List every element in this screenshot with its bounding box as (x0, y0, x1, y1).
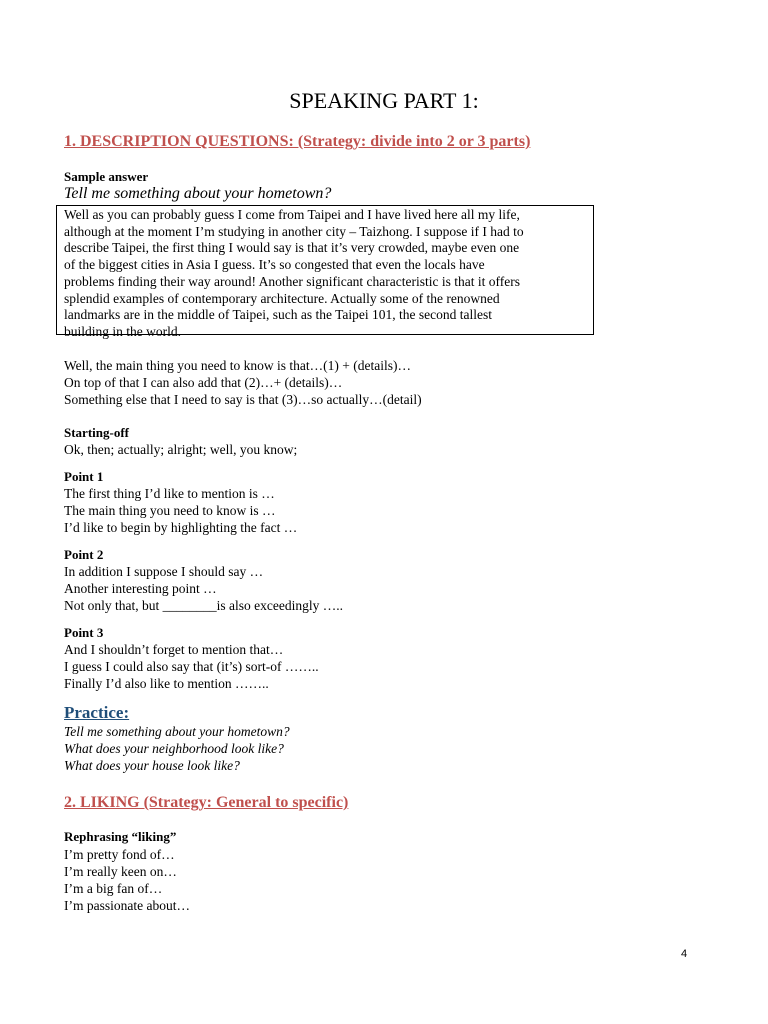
section-heading-liking: 2. LIKING (Strategy: General to specific) (64, 794, 349, 811)
phrase-line: I’m really keen on… (64, 864, 177, 879)
phrase-line: The first thing I’d like to mention is … (64, 486, 275, 501)
phrase-line: I’m passionate about… (64, 898, 190, 913)
point1-label: Point 1 (64, 469, 104, 484)
structure-template (64, 357, 422, 408)
point1-phrases (64, 485, 297, 536)
practice-question: What does your neighborhood look like? (64, 741, 284, 756)
page-number: 4 (681, 948, 688, 960)
structure-line: Well, the main thing you need to know is that…(1) + (details)… (64, 358, 411, 373)
phrase-line: In addition I suppose I should say … (64, 564, 264, 579)
sample-answer-line: splendid examples of contemporary architecture. Actually some of the renowned (64, 290, 500, 306)
liking-phrases (64, 846, 190, 914)
practice-question: What does your house look like? (64, 758, 240, 773)
practice-question: Tell me something about your hometown? (64, 724, 290, 739)
sample-answer-line: Well as you can probably guess I come from Taipei and I have lived here all my life, (64, 207, 520, 222)
point3-label: Point 3 (64, 625, 104, 640)
sample-answer-line: of the biggest cities in Asia I guess. It’s so congested that even the locals have (64, 257, 485, 273)
phrase-line: I guess I could also say that (it’s) sort-of …….. (64, 659, 319, 674)
point3-phrases (64, 641, 319, 692)
page-title: SPEAKING PART 1: (289, 88, 479, 113)
structure-line: Something else that I need to say is that (3)…so actually…(detail) (64, 392, 422, 407)
sample-answer-line: although at the moment I’m studying in another city – Taizhong. I suppose if I had to (64, 223, 524, 239)
phrase-line: I’m a big fan of… (64, 881, 163, 896)
rephrasing-label: Rephrasing “liking” (64, 829, 177, 844)
sample-answer-line: describe Taipei, the first thing I would say is that it’s very crowded, maybe even one (64, 240, 520, 256)
sample-answer-box (56, 205, 594, 339)
sample-answer-label: Sample answer (64, 169, 149, 184)
starting-off-label: Starting-off (64, 425, 129, 440)
section-heading-description: 1. DESCRIPTION QUESTIONS: (Strategy: divide into 2 or 3 parts) (64, 133, 531, 150)
sample-question: Tell me something about your hometown? (64, 185, 332, 202)
phrase-line: And I shouldn’t forget to mention that… (64, 642, 284, 657)
sample-answer-line: landmarks are in the middle of Taipei, such as the Taipei 101, the second tallest (64, 307, 492, 323)
phrase-line: The main thing you need to know is … (64, 503, 276, 518)
phrase-line: Finally I’d also like to mention …….. (64, 676, 269, 691)
phrase-line: Not only that, but ________is also exceedingly ….. (64, 598, 343, 613)
practice-heading: Practice: (64, 703, 130, 722)
sample-answer-line: problems finding their way around! Another significant characteristic is that it offers (64, 273, 520, 289)
sample-answer-line: building in the world. (64, 323, 181, 339)
point2-label: Point 2 (64, 547, 104, 562)
starting-off-text: Ok, then; actually; alright; well, you know; (64, 442, 298, 457)
phrase-line: Another interesting point … (64, 581, 217, 596)
phrase-line: I’d like to begin by highlighting the fact … (64, 520, 298, 535)
practice-questions (64, 723, 290, 774)
point2-phrases (64, 563, 343, 614)
structure-line: On top of that I can also add that (2)…+ (details)… (64, 375, 343, 390)
phrase-line: I’m pretty fond of… (64, 847, 175, 862)
